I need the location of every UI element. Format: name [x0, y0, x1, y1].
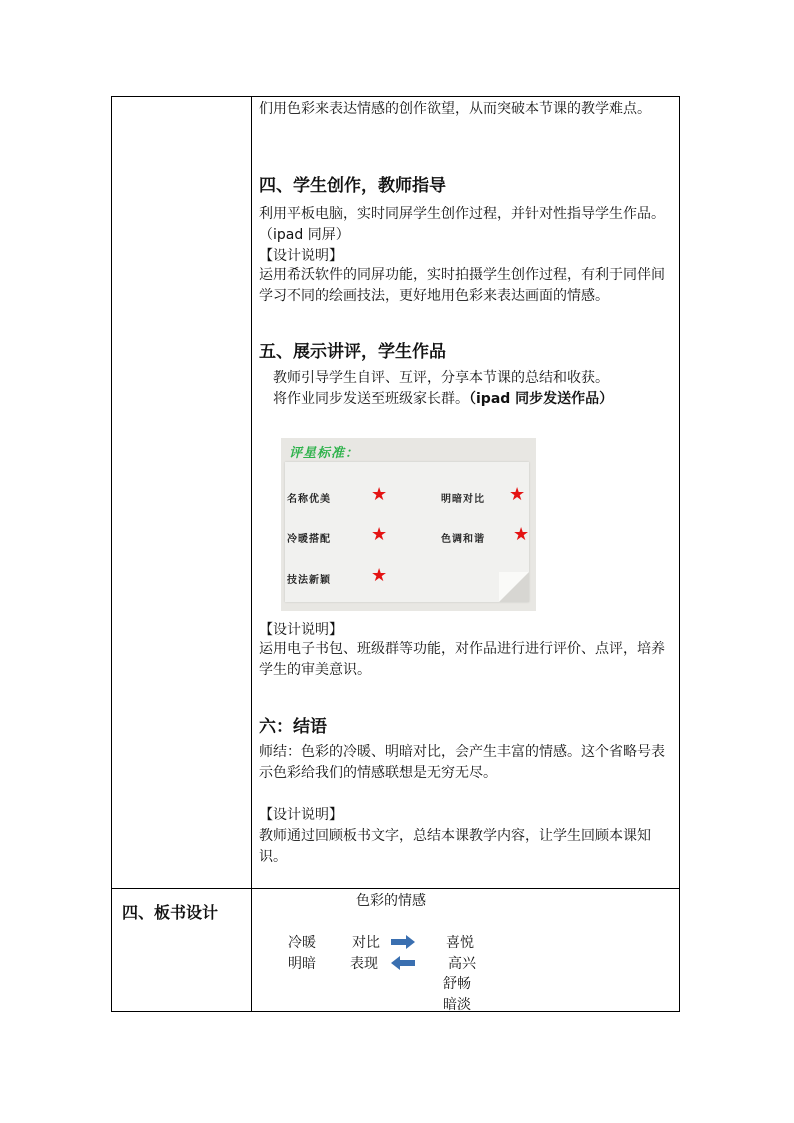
criterion-1: 名称优美	[287, 494, 331, 505]
left-arrow-icon	[391, 956, 415, 970]
criterion-3: 冷暖搭配	[287, 534, 331, 545]
conclusion-paragraph: 师结：色彩的冷暖、明暗对比，会产生丰富的情感。这个省略号表示色彩给我们的情感联想是无穷无尽。	[259, 744, 665, 781]
criterion-5: 技法新颖	[287, 575, 331, 586]
continuation-paragraph: 们用色彩来表达情感的创作欲望，从而突破本节课的教学难点。	[259, 101, 651, 117]
board-word-comfortable: 舒畅	[443, 976, 471, 992]
section-heading-6: 六：结语	[259, 717, 327, 737]
row-divider	[112, 888, 679, 889]
showcase-line-1: 教师引导学生自评、互评，分享本节课的总结和收获。	[273, 370, 609, 386]
design-note-label-3: 【设计说明】	[259, 807, 343, 823]
student-creation-paragraph: 利用平板电脑，实时同屏学生创作过程，并针对性指导学生作品。（ipad 同屏）	[259, 206, 665, 243]
board-word-light-dark: 明暗	[288, 956, 316, 972]
rating-standard-card	[281, 438, 536, 611]
design-note-label-2: 【设计说明】	[259, 622, 343, 638]
design-note-label-1: 【设计说明】	[259, 248, 343, 264]
criterion-4: 色调和谐	[441, 534, 485, 545]
board-word-dim: 暗淡	[443, 997, 471, 1013]
section-heading-4: 四、学生创作，教师指导	[259, 176, 446, 196]
lesson-plan-table	[111, 96, 680, 1012]
board-word-joy: 喜悦	[446, 935, 474, 951]
rating-card-paper	[285, 462, 529, 602]
board-word-contrast: 对比	[352, 935, 380, 951]
board-title: 色彩的情感	[356, 893, 426, 909]
criterion-2: 明暗对比	[441, 494, 485, 505]
section-heading-5: 五、展示讲评，学生作品	[259, 342, 446, 362]
board-design-label: 四、板书设计	[122, 903, 219, 922]
star-icon: ★	[371, 565, 388, 586]
star-icon: ★	[509, 484, 526, 505]
page-curl-corner	[499, 572, 529, 602]
star-icon: ★	[371, 484, 388, 505]
design-note-text-2: 运用电子书包、班级群等功能，对作品进行进行评价、点评，培养学生的审美意识。	[259, 641, 665, 678]
board-word-express: 表现	[350, 956, 378, 972]
showcase-line-2-text: 将作业同步发送至班级家长群。	[273, 391, 469, 407]
rating-card-title: 评星标准：	[289, 446, 360, 461]
design-note-text-3: 教师通过回顾板书文字，总结本课教学内容，让学生回顾本课知识。	[259, 828, 651, 865]
star-icon: ★	[513, 524, 530, 545]
showcase-line-2-bold: （ipad 同步发送作品）	[469, 391, 614, 407]
star-icon: ★	[371, 524, 388, 545]
board-word-warm-cool: 冷暖	[288, 935, 316, 951]
showcase-line-2	[273, 389, 693, 410]
board-word-happy: 高兴	[448, 956, 476, 972]
right-arrow-icon	[391, 935, 415, 949]
design-note-text-1: 运用希沃软件的同屏功能，实时拍摄学生创作过程，有利于同伴间学习不同的绘画技法，更好地用色彩来表达画面的情感。	[259, 267, 665, 304]
column-divider	[251, 97, 252, 1011]
